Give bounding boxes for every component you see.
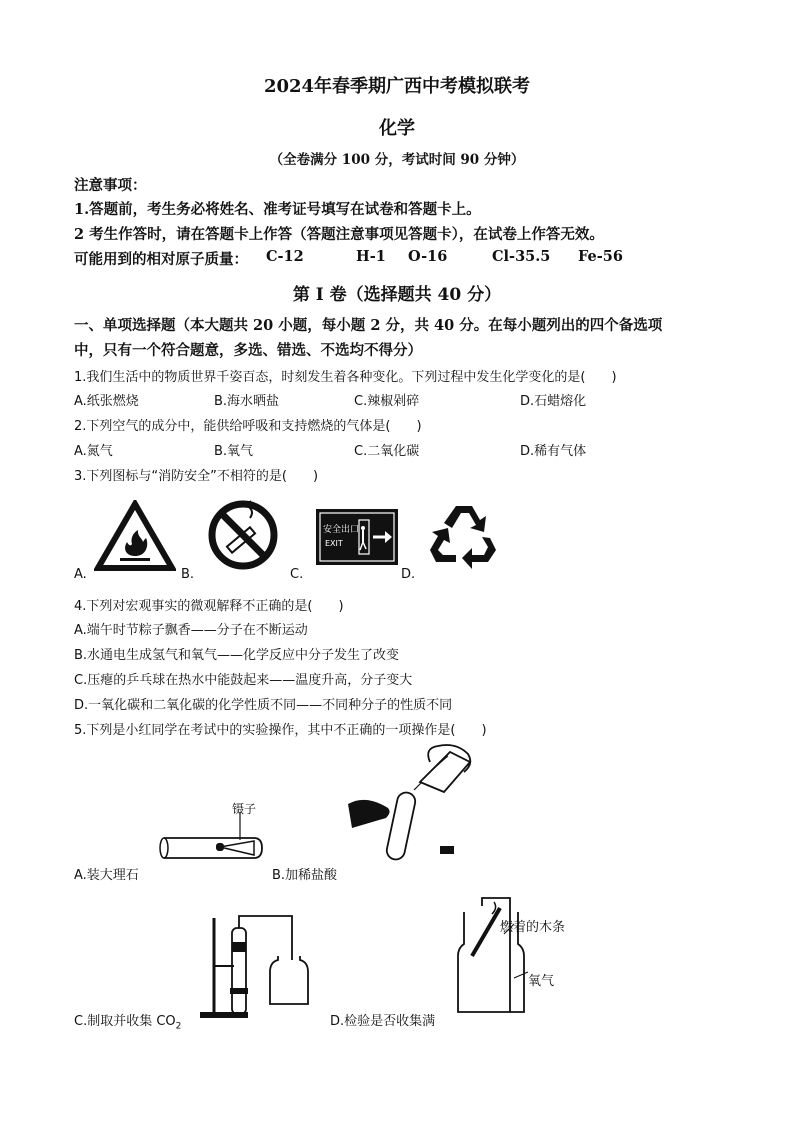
exam-subtitle: （全卷满分 100 分，考试时间 90 分钟） [269,152,525,168]
q5-option-a[interactable]: A.装大理石 [74,868,139,883]
q2-option-c[interactable]: C.二氧化碳 [354,444,420,459]
emergency-exit-sign-icon [315,508,399,570]
q1-option-b[interactable]: B.海水晒盐 [214,394,280,409]
q2-stem: 2.下列空气的成分中，能供给呼吸和支持燃烧的气体是( ) [74,419,422,434]
section-instructions-line1: 一、单项选择题（本大题共 20 小题，每小题 2 分，共 40 分。在每小题列出的四个备选项 [74,317,663,334]
q5-option-b[interactable]: B.加稀盐酸 [272,868,338,883]
burning-stick-label: 燃着的木条 [500,920,566,935]
atomic-mass-c: C-12 [266,248,304,265]
q3-option-d[interactable]: D. [401,567,416,582]
q5-option-c[interactable]: C.制取并收集 $CO_2$ [74,1014,182,1032]
q1-option-a[interactable]: A.纸张燃烧 [74,394,139,409]
q2-option-b[interactable]: B.氧气 [214,444,254,459]
atomic-masses-label: 可能用到的相对原子质量： [74,251,248,268]
q5-option-d[interactable]: D.检验是否收集满 [330,1014,436,1029]
oxygen-label: 氧气 [528,974,555,989]
q1-option-d[interactable]: D.石蜡熔化 [520,394,587,409]
q4-option-d[interactable]: D.一氧化碳和二氧化碳的化学性质不同——不同种分子的性质不同 [74,698,453,713]
exit-sign-cn-text: 安全出口 [323,525,360,535]
recycling-icon [426,498,502,574]
no-smoking-icon [206,496,280,578]
note-item-1: 1.答题前，考生务必将姓名、准考证号填写在试卷和答题卡上。 [74,201,481,218]
q2-option-d[interactable]: D.稀有气体 [520,444,587,459]
q3-option-a[interactable]: A. [74,567,87,582]
q4-option-a[interactable]: A.端午时节粽子飘香——分子在不断运动 [74,623,308,638]
co2-apparatus-illustration [186,912,326,1028]
subject-title: 化学 [379,118,415,139]
section-instructions-line2: 中，只有一个符合题意，多选、错选、不选均不得分） [74,342,422,359]
q1-stem: 1.我们生活中的物质世界千姿百态，时刻发生着各种变化。下列过程中发生化学变化的是( ) [74,370,617,385]
part1-title: 第 I 卷（选择题共 40 分） [292,285,502,305]
tweezers-label: 镊子 [232,802,257,816]
q3-option-b[interactable]: B. [181,567,195,582]
q1-option-c[interactable]: C.辣椒剁碎 [354,394,420,409]
q3-stem: 3.下列图标与“消防安全”不相符的是( ) [74,469,319,484]
atomic-mass-o: O-16 [408,248,448,265]
atomic-mass-fe: Fe-56 [578,248,623,265]
q3-option-c[interactable]: C. [290,567,304,582]
notes-heading: 注意事项： [74,177,147,194]
pouring-acid-illustration [344,742,484,868]
q4-option-b[interactable]: B.水通电生成氢气和氧气——化学反应中分子发生了改变 [74,648,400,663]
exit-sign-en-text: EXIT [325,539,343,548]
q5-stem: 5.下列是小红同学在考试中的实验操作，其中不正确的一项操作是( ) [74,723,487,738]
co2-subscript: 2 [175,1021,182,1032]
q2-option-a[interactable]: A.氮气 [74,444,113,459]
oxygen-check-illustration [452,894,592,1026]
q4-stem: 4.下列对宏观事实的微观解释不正确的是( ) [74,599,344,614]
atomic-mass-h: H-1 [356,248,386,265]
flammable-warning-icon [94,500,176,576]
atomic-mass-cl: Cl-35.5 [492,248,551,265]
exam-title: 2024年春季期广西中考模拟联考 [263,76,531,97]
note-item-2: 2 考生作答时，请在答题卡上作答（答题注意事项见答题卡），在试卷上作答无效。 [74,226,604,243]
q4-option-c[interactable]: C.压瘪的乒乓球在热水中能鼓起来——温度升高，分子变大 [74,673,413,688]
